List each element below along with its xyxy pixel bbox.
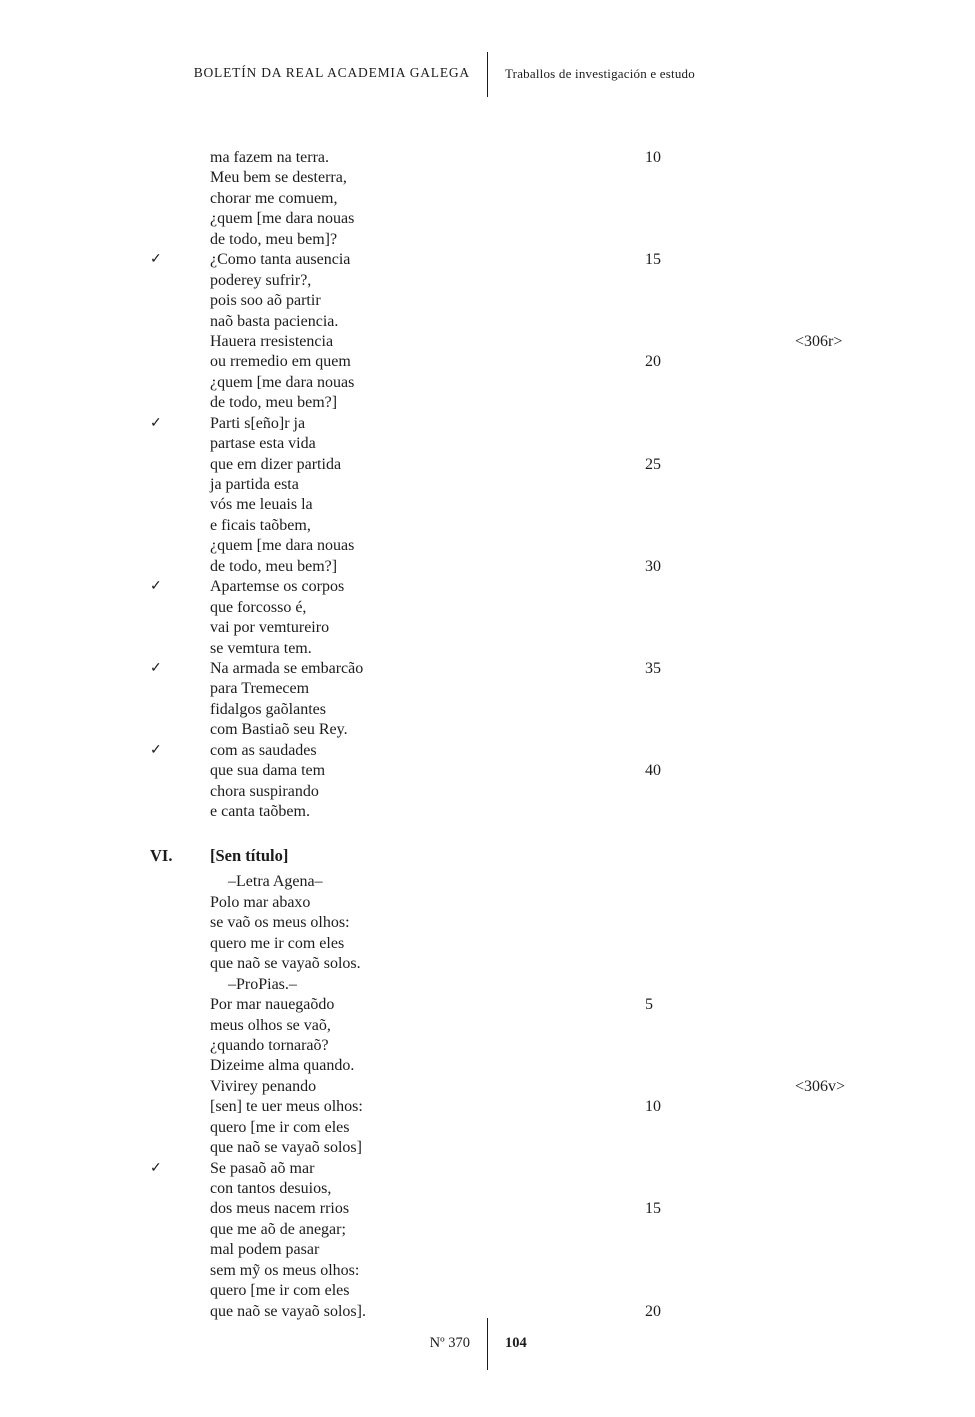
verse-line [150, 495, 915, 515]
verse-line [150, 1281, 915, 1301]
verse-line [150, 373, 915, 393]
verse-line-number [645, 1056, 795, 1076]
verse-line [150, 271, 915, 291]
verse-line-number [645, 189, 795, 209]
check-mark-icon: ✓ [150, 1160, 162, 1176]
verse-line [150, 557, 915, 577]
verse-line-number: 20 [645, 353, 661, 371]
folio-marker [795, 782, 915, 802]
verse-text: que naõ se vayaõ solos] [210, 1139, 362, 1157]
verse-line [150, 995, 915, 1015]
verse-line-number: 5 [645, 996, 653, 1014]
verse-line-number [645, 598, 795, 618]
verse-line [150, 1016, 915, 1036]
verse-text: ¿quem [me dara nouas [210, 210, 355, 228]
folio-marker [795, 954, 915, 974]
verse-line [150, 1220, 915, 1240]
verse-text: Dizeime alma quando. [210, 1057, 355, 1075]
verse-line-number [645, 414, 795, 434]
verse-line [150, 954, 915, 974]
section-title: Traballos de investigación e estudo [505, 66, 695, 81]
folio-marker [795, 1016, 915, 1036]
verse-line-number [645, 168, 795, 188]
verse-line [150, 1199, 915, 1219]
verse-text: que em dizer partida [210, 455, 342, 473]
verse-text: –ProPias.– [228, 975, 297, 993]
verse-line [150, 1036, 915, 1056]
verse-line [150, 975, 915, 995]
folio-marker [795, 618, 915, 638]
verse-line-number [645, 434, 795, 454]
folio-marker [795, 1118, 915, 1138]
verse-line [150, 1097, 915, 1117]
verse-text: pois soo aõ partir [210, 292, 321, 310]
folio-marker [795, 1240, 915, 1260]
verse-line [150, 782, 915, 802]
verse-line-number [645, 1118, 795, 1138]
verse-line-number: 35 [645, 659, 661, 677]
verse-line [150, 536, 915, 556]
folio-marker [795, 557, 915, 577]
page-number: 104 [505, 1335, 527, 1351]
verse-text: Apartemse os corpos [210, 578, 345, 596]
verse-line-number [645, 312, 795, 332]
verse-line-number [645, 1179, 795, 1199]
verse-line [150, 291, 915, 311]
folio-marker [795, 802, 915, 822]
verse-line-number: 25 [645, 455, 661, 473]
verse-text: que me aõ de anegar; [210, 1220, 346, 1238]
verse-line-number [645, 782, 795, 802]
verse-text: chora suspirando [210, 782, 319, 800]
verse-text: Na armada se embarcão [210, 659, 364, 677]
verse-text: naõ basta paciencia. [210, 312, 339, 330]
verse-line [150, 1179, 915, 1199]
verse-line-number [645, 271, 795, 291]
verse-text: mal podem pasar [210, 1241, 320, 1259]
folio-marker [795, 312, 915, 332]
verse-line-number [645, 1220, 795, 1240]
folio-marker [795, 1281, 915, 1301]
verse-text: ¿quando tornaraõ? [210, 1036, 329, 1054]
verse-line-number [645, 934, 795, 954]
check-mark-icon: ✓ [150, 415, 162, 431]
verse-text: Polo mar abaxo [210, 893, 311, 911]
verse-text: se vaõ os meus olhos: [210, 914, 350, 932]
verse-line [150, 679, 915, 699]
verse-text: ou rremedio em quem [210, 353, 351, 371]
verse-text: chorar me comuem, [210, 189, 338, 207]
verse-text: con tantos desuios, [210, 1180, 332, 1197]
verse-text: Meu bem se desterra, [210, 169, 347, 187]
folio-marker [795, 352, 915, 372]
folio-marker [795, 679, 915, 699]
folio-marker [795, 148, 915, 168]
verse-line [150, 1240, 915, 1260]
folio-marker [795, 189, 915, 209]
verse-line [150, 893, 915, 913]
folio-marker [795, 536, 915, 556]
verse-text: Hauera rresistencia [210, 332, 334, 350]
verse-line [150, 659, 915, 679]
verse-line-number [645, 1281, 795, 1301]
verse-text: partase esta vida [210, 435, 316, 453]
folio-marker [795, 168, 915, 188]
verse-line-number [645, 332, 795, 352]
verse-line-number [645, 230, 795, 250]
folio-marker [795, 1138, 915, 1158]
verse-line [150, 393, 915, 413]
verse-text: ma fazem na terra. [210, 149, 330, 166]
verse-text: poderey sufrir?, [210, 271, 312, 289]
folio-marker [795, 1220, 915, 1240]
folio-marker [795, 250, 915, 270]
poem-numeral: VI. [150, 846, 173, 866]
verse-line [150, 332, 915, 352]
verse-line-number [645, 373, 795, 393]
verse-line-number: 30 [645, 557, 661, 575]
folio-marker [795, 1097, 915, 1117]
verse-line [150, 913, 915, 933]
page-body [150, 148, 915, 1322]
folio-marker [795, 741, 915, 761]
verse-text: com as saudades [210, 741, 317, 759]
folio-marker [795, 1036, 915, 1056]
verse-text: ja partida esta [210, 476, 299, 493]
verse-line-number: 10 [645, 149, 661, 166]
verse-text: que sua dama tem [210, 762, 326, 780]
folio-marker [795, 516, 915, 536]
folio-marker [795, 393, 915, 413]
verse-line-number [645, 913, 795, 933]
verse-line [150, 720, 915, 740]
verse-line [150, 700, 915, 720]
verse-line-number [645, 393, 795, 413]
folio-marker: <306v> [795, 1077, 846, 1095]
poem-title: [Sen título] [210, 846, 289, 866]
header-divider-rule [487, 52, 488, 97]
folio-marker [795, 598, 915, 618]
verse-text: e ficais taõbem, [210, 516, 311, 534]
verse-line-number [645, 872, 795, 892]
verse-text: fidalgos gaõlantes [210, 700, 326, 718]
folio-marker [795, 271, 915, 291]
verse-text: vós me leuais la [210, 496, 313, 514]
verse-line-number [645, 577, 795, 597]
folio-marker [795, 230, 915, 250]
folio-marker [795, 455, 915, 475]
verse-line-number: 15 [645, 251, 661, 269]
verse-line [150, 312, 915, 332]
verse-line [150, 1077, 915, 1097]
verse-line [150, 1159, 915, 1179]
verse-line-number [645, 954, 795, 974]
folio-marker [795, 434, 915, 454]
verse-line-number [645, 1138, 795, 1158]
verse-line-number [645, 639, 795, 659]
journal-title: BOLETÍN DA REAL ACADEMIA GALEGA [193, 65, 470, 80]
folio-marker [795, 1159, 915, 1179]
verse-line-number [645, 700, 795, 720]
verse-text: dos meus nacem rrios [210, 1200, 350, 1218]
verse-text: vai por vemtureiro [210, 619, 330, 637]
verse-line-number [645, 291, 795, 311]
verse-line [150, 761, 915, 781]
verse-line [150, 934, 915, 954]
verse-line-number [645, 679, 795, 699]
folio-marker [795, 209, 915, 229]
folio-marker [795, 893, 915, 913]
folio-marker [795, 373, 915, 393]
verse-text: meus olhos se vaõ, [210, 1016, 331, 1034]
verse-line-number: 15 [645, 1200, 661, 1218]
folio-marker [795, 414, 915, 434]
verse-text: para Tremecem [210, 680, 310, 698]
folio-marker [795, 1179, 915, 1199]
verse-line-number [645, 802, 795, 822]
check-mark-icon: ✓ [150, 742, 162, 758]
verse-text: se vemtura tem. [210, 639, 312, 657]
verse-line-number [645, 1016, 795, 1036]
folio-marker [795, 975, 915, 995]
running-footer [0, 1318, 975, 1370]
folio-marker [795, 700, 915, 720]
verse-text: de todo, meu bem?] [210, 557, 338, 575]
verse-line [150, 516, 915, 536]
verse-text: que forcosso é, [210, 598, 307, 616]
verse-line-number [645, 1036, 795, 1056]
verse-line [150, 414, 915, 434]
folio-marker [795, 495, 915, 515]
verse-line-number [645, 1240, 795, 1260]
folio-marker [795, 475, 915, 495]
verse-line-number [645, 618, 795, 638]
verse-line-number [645, 516, 795, 536]
verse-text: quero [me ir com eles [210, 1282, 350, 1300]
verse-text: ¿quem [me dara nouas [210, 537, 355, 555]
running-header [0, 52, 975, 97]
folio-marker [795, 1261, 915, 1281]
folio-marker [795, 934, 915, 954]
issue-number: Nº 370 [429, 1335, 470, 1351]
verse-line [150, 1261, 915, 1281]
folio-marker [795, 1199, 915, 1219]
poem-v-lines [150, 148, 915, 822]
verse-line [150, 1056, 915, 1076]
folio-marker: <306r> [795, 332, 843, 350]
verse-line [150, 1138, 915, 1158]
verse-line [150, 618, 915, 638]
verse-text: –Letra Agena– [228, 873, 323, 891]
verse-line [150, 741, 915, 761]
verse-line [150, 802, 915, 822]
check-mark-icon: ✓ [150, 252, 162, 268]
folio-marker [795, 1056, 915, 1076]
verse-line [150, 577, 915, 597]
verse-line-number [645, 495, 795, 515]
verse-text: ¿quem [me dara nouas [210, 373, 355, 391]
verse-line-number [645, 536, 795, 556]
folio-marker [795, 872, 915, 892]
verse-line [150, 475, 915, 495]
verse-line [150, 434, 915, 454]
verse-text: Parti s[eño]r ja [210, 414, 306, 432]
folio-marker [795, 913, 915, 933]
verse-line [150, 352, 915, 372]
verse-text: de todo, meu bem?] [210, 394, 338, 412]
folio-marker [795, 995, 915, 1015]
verse-line-number [645, 1077, 795, 1097]
verse-text: de todo, meu bem]? [210, 230, 338, 248]
verse-text: que naõ se vayaõ solos]. [210, 1302, 366, 1320]
verse-line-number: 10 [645, 1098, 661, 1116]
verse-line [150, 1118, 915, 1138]
verse-line-number [645, 720, 795, 740]
folio-marker [795, 639, 915, 659]
verse-line-number [645, 741, 795, 761]
verse-text: e canta taõbem. [210, 803, 310, 820]
verse-text: [sen] te uer meus olhos: [210, 1098, 363, 1116]
verse-line [150, 250, 915, 270]
verse-line [150, 189, 915, 209]
verse-line [150, 148, 915, 168]
verse-line-number [645, 475, 795, 495]
folio-marker [795, 720, 915, 740]
verse-text: com Bastiaõ seu Rey. [210, 721, 348, 739]
check-mark-icon: ✓ [150, 660, 162, 676]
verse-text: quero me ir com eles [210, 934, 345, 952]
verse-text: quero [me ir com eles [210, 1118, 350, 1136]
folio-marker [795, 577, 915, 597]
footer-divider-rule [487, 1318, 488, 1370]
verse-line [150, 168, 915, 188]
verse-line-number [645, 1261, 795, 1281]
verse-line [150, 872, 915, 892]
verse-text: Se pasaõ aõ mar [210, 1159, 315, 1177]
verse-text: Por mar nauegaõdo [210, 996, 335, 1014]
poem-vi-heading [150, 845, 915, 866]
poem-vi-lines [150, 872, 915, 1322]
verse-line [150, 639, 915, 659]
folio-marker [795, 659, 915, 679]
verse-line-number [645, 893, 795, 913]
verse-line [150, 209, 915, 229]
folio-marker [795, 761, 915, 781]
verse-text: Vivirey penando [210, 1077, 317, 1095]
verse-text: ¿Como tanta ausencia [210, 251, 351, 269]
verse-line-number: 20 [645, 1302, 661, 1320]
verse-line-number [645, 1159, 795, 1179]
verse-line [150, 598, 915, 618]
verse-line [150, 230, 915, 250]
verse-line-number: 40 [645, 762, 661, 780]
verse-line-number [645, 975, 795, 995]
verse-text: que naõ se vayaõ solos. [210, 955, 361, 973]
verse-text: sem mỹ os meus olhos: [210, 1261, 360, 1279]
folio-marker [795, 291, 915, 311]
check-mark-icon: ✓ [150, 579, 162, 595]
verse-line [150, 455, 915, 475]
verse-line-number [645, 209, 795, 229]
